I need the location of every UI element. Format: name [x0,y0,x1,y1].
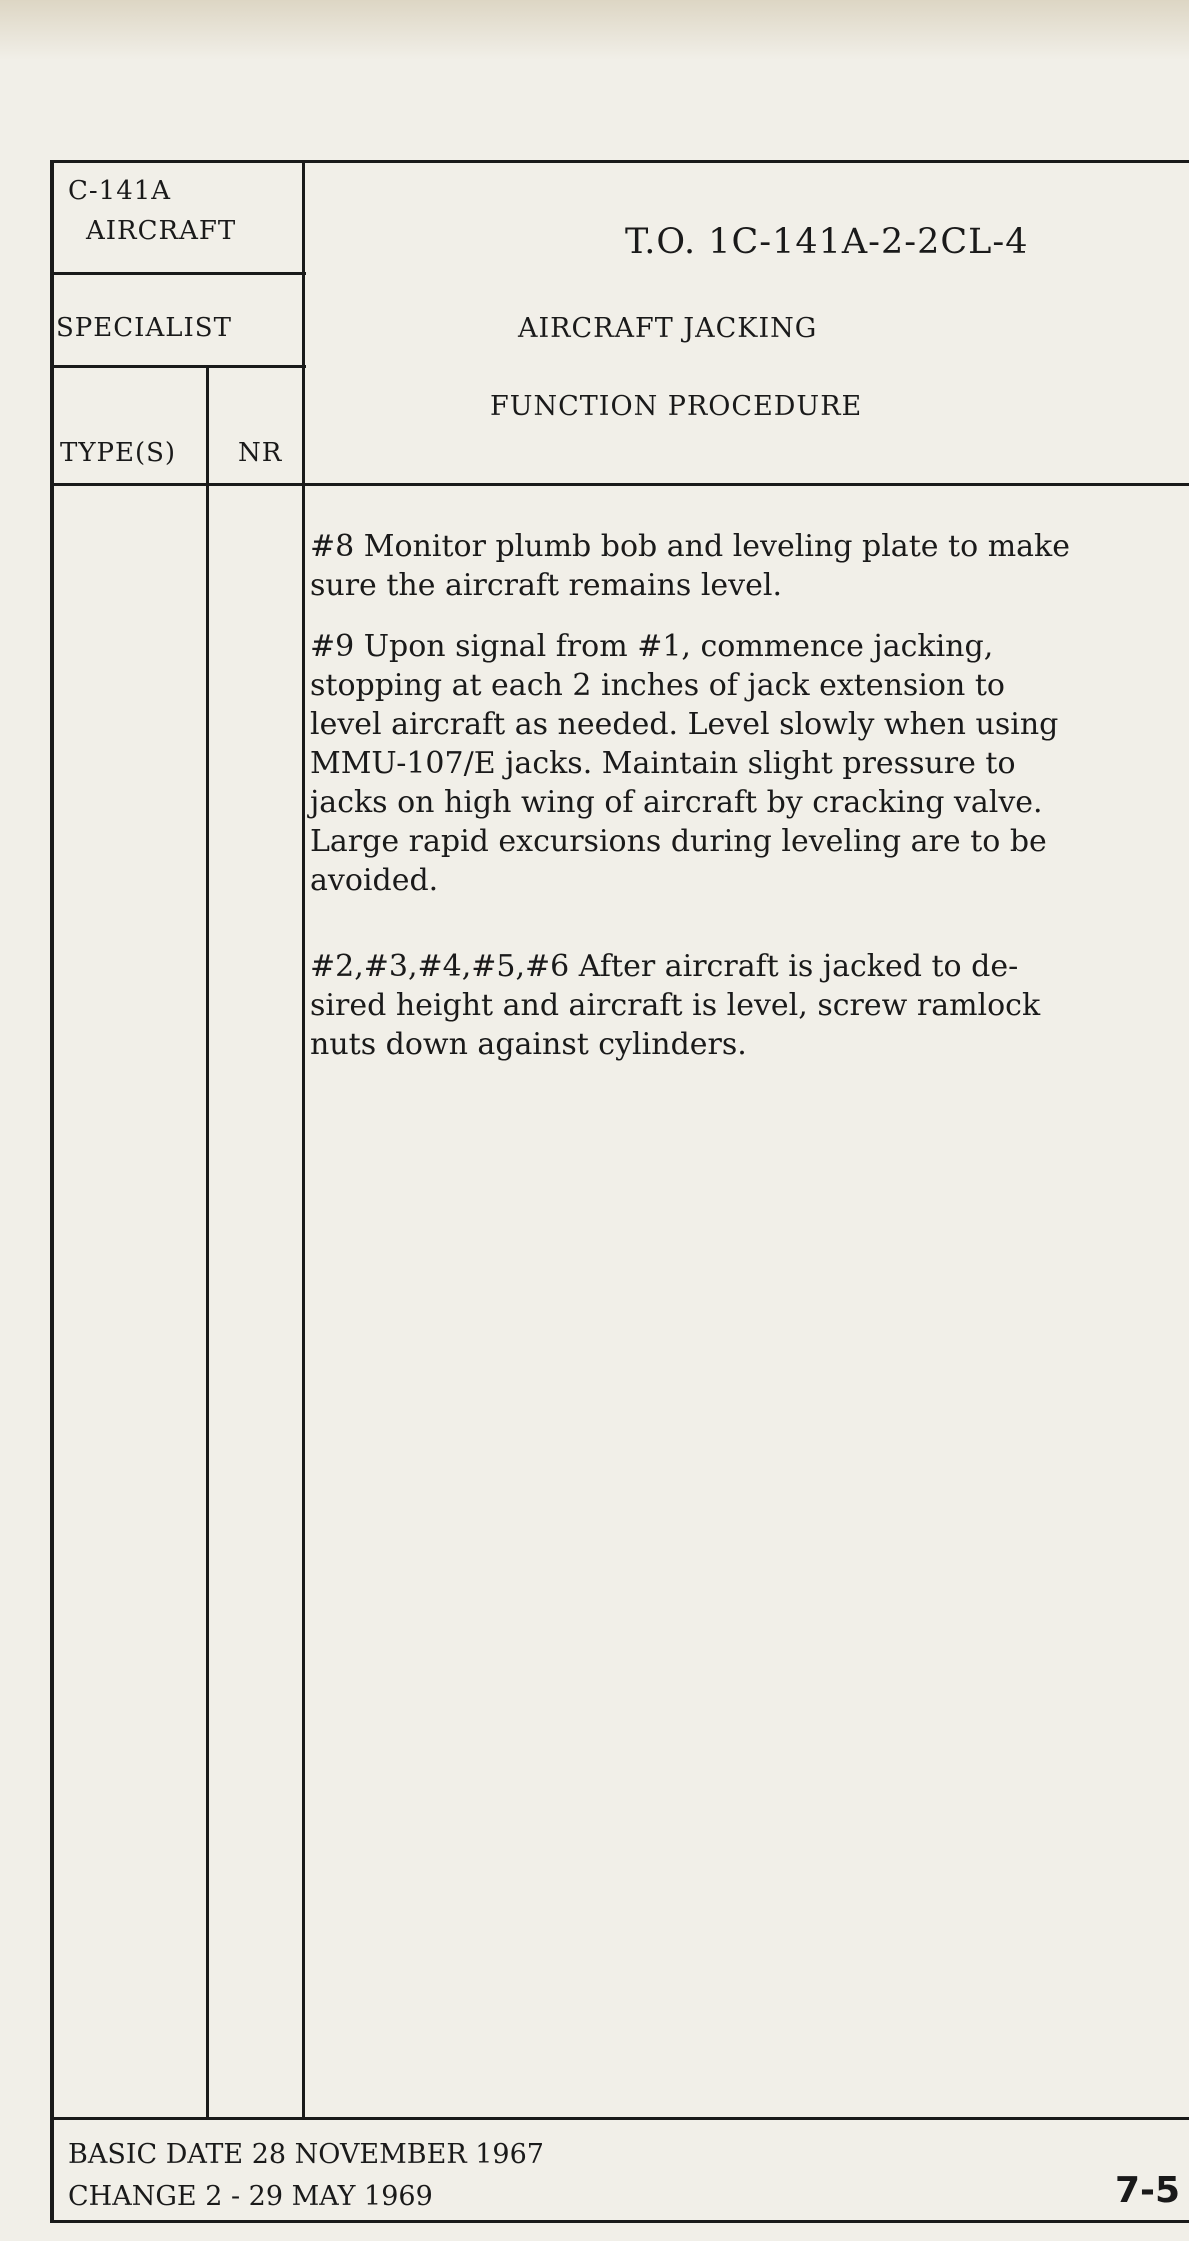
specialist-label: SPECIALIST [56,313,232,343]
rule-above-footer [50,2117,1189,2120]
type-label: TYPE(S) [60,438,177,468]
rule-below-header [50,483,1189,486]
rule-col-content [302,160,305,2120]
step-ramlock: #2,#3,#4,#5,#6 After aircraft is jacked to de- sired height and aircraft is level, screw ramlock nuts down against cylinders. [310,949,1041,1062]
aircraft-label: AIRCRAFT [86,216,237,246]
procedure-title: AIRCRAFT JACKING [518,313,818,344]
nr-label: NR [238,438,283,468]
page-top-edge [0,0,1189,60]
rule-below-aircraft [50,272,306,275]
step-9: #9 Upon signal from #1, commence jacking, stopping at each 2 inches of jack extension to level aircraft as needed. Level slowly when using MMU-107/E jacks. Maintain slight pressure to jacks on high wing of aircraft by cracking valve. Large rapid excursions during leveling are to be avoided. [310,629,1059,898]
to-number: T.O. 1C-141A-2-2CL-4 [625,222,1029,262]
checklist-frame [50,160,1189,2223]
aircraft-model: C-141A [68,176,172,206]
procedure-subtitle: FUNCTION PROCEDURE [490,391,863,422]
rule-col-nr [206,365,209,2120]
step-8: #8 Monitor plumb bob and leveling plate to make sure the aircraft remains level. [310,529,1070,603]
page-number: 7-5 [1115,2170,1181,2211]
rule-below-specialist [50,365,306,368]
basic-date: BASIC DATE 28 NOVEMBER 1967 [68,2139,544,2170]
change-date: CHANGE 2 - 29 MAY 1969 [68,2181,433,2212]
